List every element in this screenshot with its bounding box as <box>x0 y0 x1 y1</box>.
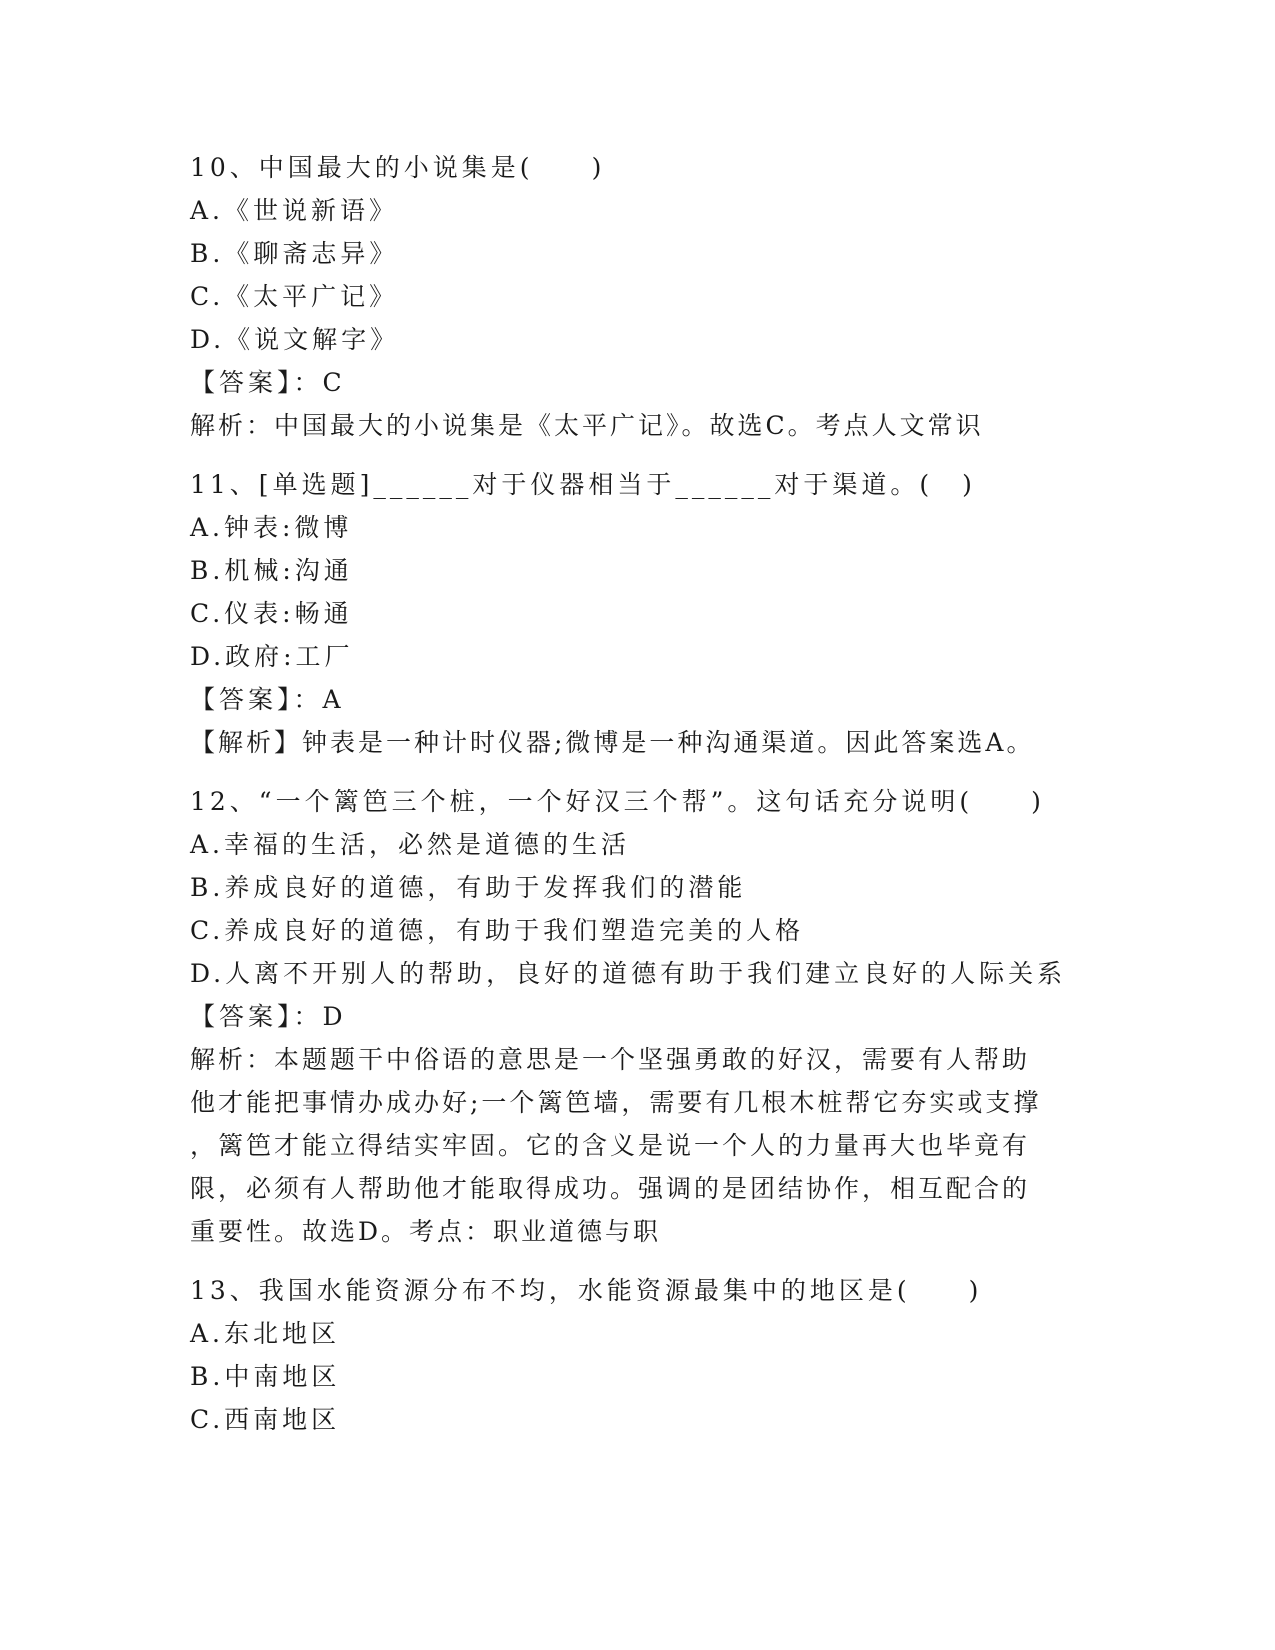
option-c: C.西南地区 <box>190 1405 341 1434</box>
analysis-line: 解析：中国最大的小说集是《太平广记》。故选C。考点人文常识 <box>190 411 984 440</box>
option-b: B.《聊斋志异》 <box>190 239 399 268</box>
option-a: A.《世说新语》 <box>190 196 399 225</box>
answer-line: 【答案】：D <box>190 1002 347 1031</box>
option-d: D.《说文解字》 <box>190 325 400 354</box>
option-c: C.仪表:畅通 <box>190 599 353 628</box>
question-text: 11、[单选题]______对于仪器相当于______对于渠道。( ) <box>190 470 976 499</box>
question-text: 12、“一个篱笆三个桩，一个好汉三个帮”。这句话充分说明( ) <box>190 787 1045 816</box>
analysis-line: 重要性。故选D。考点：职业道德与职 <box>190 1217 662 1246</box>
option-d: D.人离不开别人的帮助，良好的道德有助于我们建立良好的人际关系 <box>190 959 1067 988</box>
question-text: 13、我国水能资源分布不均，水能资源最集中的地区是( ) <box>190 1276 983 1305</box>
option-a: A.钟表:微博 <box>190 513 353 542</box>
option-c: C.《太平广记》 <box>190 282 399 311</box>
option-d: D.政府:工厂 <box>190 642 354 671</box>
question-13 <box>190 1269 1090 1441</box>
answer-line: 【答案】：A <box>190 685 345 714</box>
analysis-line: 解析：本题题干中俗语的意思是一个坚强勇敢的好汉，需要有人帮助 <box>190 1045 1031 1074</box>
answer-line: 【答案】：C <box>190 368 346 397</box>
option-b: B.机械:沟通 <box>190 556 353 585</box>
option-a: A.幸福的生活，必然是道德的生活 <box>190 830 631 859</box>
option-c: C.养成良好的道德，有助于我们塑造完美的人格 <box>190 916 805 945</box>
option-a: A.东北地区 <box>190 1319 341 1348</box>
question-11 <box>190 463 1090 764</box>
question-12 <box>190 780 1090 1253</box>
option-b: B.中南地区 <box>190 1362 341 1391</box>
option-b: B.养成良好的道德，有助于发挥我们的潜能 <box>190 873 747 902</box>
analysis-line: ，篱笆才能立得结实牢固。它的含义是说一个人的力量再大也毕竟有 <box>190 1131 1031 1160</box>
analysis-line: 限，必须有人帮助他才能取得成功。强调的是团结协作，相互配合的 <box>190 1174 1031 1203</box>
analysis-block <box>190 721 1090 764</box>
question-10 <box>190 146 1090 447</box>
question-text: 10、中国最大的小说集是( ) <box>190 153 606 182</box>
analysis-block <box>190 404 1090 447</box>
analysis-line: 他才能把事情办成办好;一个篱笆墙，需要有几根木桩帮它夯实或支撑 <box>190 1088 1042 1117</box>
document-page <box>190 146 1090 1457</box>
analysis-line: 【解析】钟表是一种计时仪器;微博是一种沟通渠道。因此答案选A。 <box>190 728 1035 757</box>
analysis-block <box>190 1038 1090 1253</box>
